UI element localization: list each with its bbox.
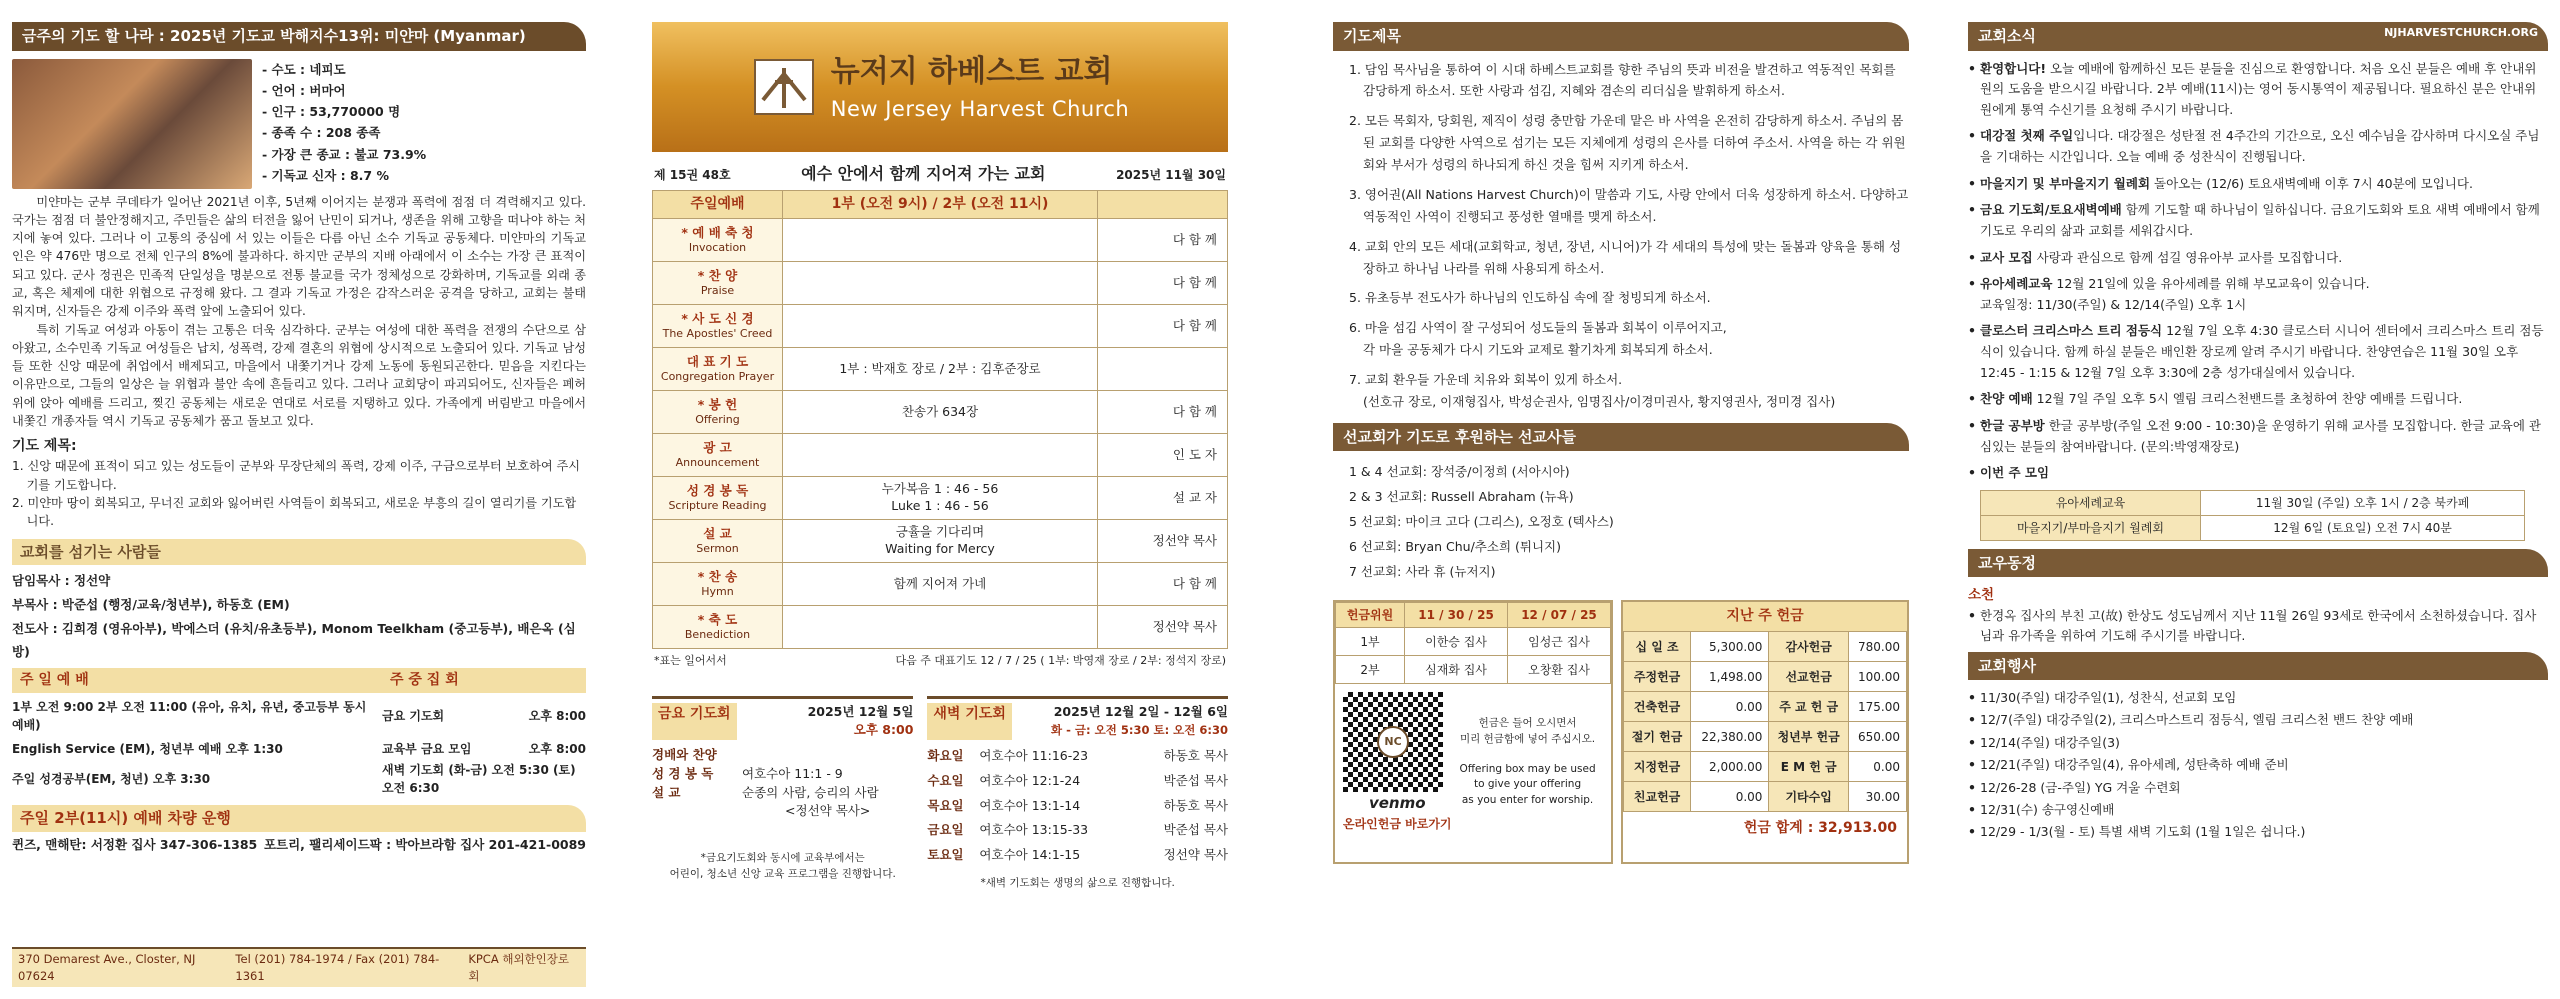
order-item-en: Sermon bbox=[696, 541, 739, 555]
dawn-passage: 여호수아 13:1-14 bbox=[979, 797, 1081, 813]
schedule-row: 주일 성경공부(EM, 청년) 오후 3:30 새벽 기도회 (화-금) 오전 5:30 (토) 오전 6:30 bbox=[12, 763, 576, 796]
offering-label: 청년부 헌금 bbox=[1769, 722, 1848, 752]
venmo-block[interactable] bbox=[1343, 692, 1452, 833]
events-header: 교회행사 bbox=[1968, 652, 2548, 681]
event-item: • 12/21(주일) 대강주일(4), 유아세례, 성탄축하 예배 준비 bbox=[1968, 755, 2548, 774]
dawn-passage: 여호수아 13:15-33 bbox=[979, 822, 1089, 838]
missionaries-list bbox=[1333, 459, 1909, 584]
church-logo-icon bbox=[751, 54, 817, 120]
stand-note: *표는 일어서서 bbox=[654, 654, 727, 667]
associate-pastors: 부목사 : 박준섭 (행정/교육/청년부), 하동호 (EM) bbox=[12, 596, 290, 612]
member-news-header: 교우동정 bbox=[1968, 549, 2548, 578]
news-item bbox=[1968, 463, 2548, 484]
order-item-detail bbox=[783, 262, 1098, 305]
column-prayer-country bbox=[12, 22, 586, 987]
dawn-prayer bbox=[927, 696, 1228, 892]
offering-label: 친교헌금 bbox=[1624, 782, 1691, 812]
order-title: 주일예배 bbox=[653, 191, 783, 219]
missionaries-header: 선교회가 기도로 후원하는 선교사들 bbox=[1333, 423, 1909, 452]
offering-note bbox=[1460, 692, 1596, 833]
column-order-of-worship bbox=[652, 22, 1228, 987]
order-item-leader: 인 도 자 bbox=[1098, 434, 1228, 477]
dawn-day: 목요일 bbox=[927, 797, 964, 813]
dawn-leader: 정선약 목사 bbox=[1163, 847, 1228, 862]
friday-table: 경배와 찬양 성 경 봉 독 여호수아 11:1 - 9 설 교 순종의 사람, 승리의 사람 <정선약 목사> bbox=[652, 747, 879, 819]
online-offering bbox=[1335, 684, 1611, 841]
order-item-leader: 설 교 자 bbox=[1098, 477, 1228, 520]
order-item-kr: * 축 도 bbox=[697, 612, 738, 628]
event-item: • 12/14(주일) 대강주일(3) bbox=[1968, 733, 2548, 752]
order-item-detail: 함께 지어져 가네 bbox=[783, 563, 1098, 606]
order-rows bbox=[653, 219, 1228, 649]
prayer-request-item: 1. 담임 목사님을 통하여 이 시대 하베스트교회를 향한 주님의 뜻과 비전을 발견하고 역동적인 목회를 감당하게 하소서. 또한 사랑과 섬김, 지혜와 겸손의 리더십을 발휘하게 하소서. bbox=[1349, 61, 1896, 99]
event-item: • 12/26-28 (금-주일) YG 겨울 수련회 bbox=[1968, 778, 2548, 797]
order-item-leader: 다 함 께 bbox=[1098, 391, 1228, 434]
news-item-title: 찬양 예배 bbox=[1980, 391, 2033, 407]
offering-table bbox=[1623, 631, 1907, 812]
news-item-text: 12월 7일 주일 오후 5시 엘림 크리스천밴드를 초청하여 찬양 예배를 드립니다. bbox=[2032, 391, 2463, 407]
news-item-title: 클로스터 크리스마스 트리 점등식 bbox=[1980, 323, 2163, 339]
order-item-label bbox=[653, 563, 783, 606]
friday-time: 오후 8:00 bbox=[853, 722, 914, 738]
order-row bbox=[653, 520, 1228, 563]
fact-religion: - 가장 큰 종교 : 불교 73.9% bbox=[262, 146, 427, 162]
offering-amount: 0.00 bbox=[1848, 752, 1906, 782]
friday-note: *금요기도회와 동시에 교육부에서는 어린이, 청소년 신앙 교육 프로그램을 진행합니다. bbox=[669, 852, 896, 880]
church-name bbox=[831, 49, 1130, 126]
event-item: • 12/29 - 1/3(월 - 토) 특별 새벽 기도회 (1월 1일은 쉽니다.) bbox=[1968, 822, 2548, 841]
country-intro bbox=[12, 59, 586, 189]
prayer-meetings bbox=[652, 696, 1228, 892]
passing-subtitle: 소천 bbox=[1968, 587, 1995, 604]
servers-header: 교회를 섬기는 사람들 bbox=[12, 539, 586, 566]
news-item-title: 금요 기도회/토요새벽예배 bbox=[1980, 202, 2122, 218]
van-header: 주일 2부(11시) 예배 차량 운행 bbox=[12, 805, 586, 832]
offering-amount: 175.00 bbox=[1848, 692, 1906, 722]
news-item-text: 돌아오는 (12/6) 토요새벽예배 이후 7시 40분에 모입니다. bbox=[2150, 175, 2473, 191]
meetings-table: 유아세례교육 11월 30일 (주일) 오후 1시 / 2층 북카페 마을지기/부마을지기 월례회 12월 6일 (토요일) 오전 7시 40분 bbox=[1980, 490, 2525, 541]
order-item-kr: 성 경 봉 독 bbox=[686, 483, 749, 499]
dawn-row bbox=[927, 843, 1228, 868]
prayer-request-item: 7. 교회 환우들 가운데 치유와 회복이 있게 하소서. (선호규 장로, 이재형집사, 박성순권사, 임명집사/이경미권사, 황지영권사, 정미경 집사) bbox=[1349, 372, 1836, 409]
offering-committee-table: 헌금위원 11 / 30 / 25 12 / 07 / 25 1부 이한승 집사 임성근 집사 2부 심재화 집사 오창환 집사 bbox=[1335, 602, 1611, 684]
offering-row bbox=[1624, 662, 1907, 692]
van-info bbox=[12, 836, 586, 855]
motto: 예수 안에서 함께 지어져 가는 교회 bbox=[801, 164, 1046, 183]
order-item-detail: 누가복음 1 : 46 - 56 Luke 1 : 46 - 56 bbox=[783, 477, 1098, 520]
last-week-offering bbox=[1621, 600, 1909, 864]
evangelists: 전도사 : 김희경 (영유아부), 박에스더 (유치/유초등부), Monom Teelkham (중고등부), 배은옥 (심방) bbox=[12, 620, 576, 660]
order-item-kr: * 예 배 축 청 bbox=[681, 225, 754, 241]
offering-row bbox=[1624, 722, 1907, 752]
order-row bbox=[653, 219, 1228, 262]
friday-title: 금요 기도회 bbox=[652, 703, 737, 741]
van-queens: 퀸즈, 맨해탄: 서정환 집사 347-306-1385 bbox=[12, 836, 258, 852]
order-item-label bbox=[653, 305, 783, 348]
offering-amount: 0.00 bbox=[1691, 692, 1769, 722]
worship-schedule-header bbox=[12, 668, 586, 693]
order-item-leader bbox=[1098, 348, 1228, 391]
offering-row bbox=[1624, 782, 1907, 812]
order-item-detail: 1부 : 박재호 장로 / 2부 : 김후준장로 bbox=[783, 348, 1098, 391]
event-item: • 12/31(수) 송구영신예배 bbox=[1968, 800, 2548, 819]
fact-christians: - 기독교 신자 : 8.7 % bbox=[262, 167, 389, 183]
last-week-title: 지난 주 헌금 bbox=[1623, 602, 1907, 631]
offering-amount: 100.00 bbox=[1848, 662, 1906, 692]
offering-label: 주 교 헌 금 bbox=[1769, 692, 1848, 722]
dawn-day: 금요일 bbox=[927, 822, 964, 838]
news-item-text: 사랑과 관심으로 함께 섬길 영유아부 교사를 모집합니다. bbox=[2032, 249, 2343, 265]
order-item-kr: * 찬 송 bbox=[697, 569, 738, 585]
offering-total: 헌금 합계 : 32,913.00 bbox=[1743, 820, 1897, 837]
offering-row bbox=[1624, 692, 1907, 722]
offering-label: 십 일 조 bbox=[1624, 632, 1691, 662]
order-item-label bbox=[653, 520, 783, 563]
event-item: • 12/7(주일) 대강주일(2), 크리스마스트리 점등식, 엘림 크리스천 밴드 찬양 예배 bbox=[1968, 710, 2548, 729]
sunday-worship-title: 주 일 예 배 bbox=[20, 672, 89, 689]
order-item-label bbox=[653, 434, 783, 477]
order-row bbox=[653, 348, 1228, 391]
order-of-worship-table bbox=[652, 190, 1228, 649]
events-list bbox=[1968, 688, 2548, 842]
order-item-kr: 광 고 bbox=[703, 440, 732, 456]
website[interactable]: NJHARVESTCHURCH.ORG bbox=[2384, 26, 2538, 39]
order-item-leader: 다 함 께 bbox=[1098, 219, 1228, 262]
country-body-2: 특히 기독교 여성과 아동이 겪는 고통은 더욱 심각하다. 군부는 여성에 대한 폭력을 전쟁의 수단으로 삼아왔고, 소수민족 기독교 여성들은 납치, 성폭력, 강제 결혼의 위협에 상시적으로 노출되어 있다. 기독교 남성들 또한 신앙 때문에 취업에서 배제되고, 마을에서 내쫓기거나 강제 노동에 동원되곤한다. 믿음을 지킨다는 이유만으로, 그들의 일상은 늘 위협과 불안 속에 흔들리고 있다. 그러나 교회당이 파괴되어도, 신자들은 폐허 위에 앉아 예배를 드리고, 찢긴 공동체는 새로운 연대로 서로를 지탱하고 있다. 가족에게 버림받고 마을에서 내쫓긴 개종자들 역시 기독교 공동체가 품고 돌보고 있다. bbox=[12, 322, 586, 429]
news-title: 교회소식 bbox=[1978, 27, 2036, 45]
dawn-header bbox=[927, 703, 1228, 741]
prayer-request-item: 3. 영어권(All Nations Harvest Church)이 말씀과 기도, 사랑 안에서 더욱 성장하게 하소서. 다양하고 역동적인 사역이 진행되고 풍성한 열매를 맺게 하소서. bbox=[1349, 186, 1909, 224]
order-item-label bbox=[653, 348, 783, 391]
order-item-en: Invocation bbox=[688, 240, 747, 254]
qr-code-icon[interactable]: NC bbox=[1343, 692, 1443, 792]
order-row bbox=[653, 563, 1228, 606]
prayer-request-item: 4. 교회 안의 모든 세대(교회학교, 청년, 장년, 시니어)가 각 세대의 특성에 맞는 돌봄과 양육을 통해 성장하고 하나님 나라를 위해 사용되게 하소서. bbox=[1349, 238, 1902, 276]
order-notes bbox=[652, 649, 1228, 674]
offering-amount: 2,000.00 bbox=[1691, 752, 1769, 782]
prayer-item: 2. 미얀마 땅이 회복되고, 무너진 교회와 잃어버린 사역들이 회복되고, 새로운 부흥의 길이 열리기를 기도합니다. bbox=[12, 495, 577, 529]
church-banner bbox=[652, 22, 1228, 152]
dawn-leader: 하동호 목사 bbox=[1163, 797, 1228, 813]
order-item-kr: * 사 도 신 경 bbox=[681, 311, 754, 327]
dawn-day: 화요일 bbox=[927, 748, 964, 763]
order-row bbox=[653, 305, 1228, 348]
van-fortlee: 포트리, 팰리세이드팍 : 박아브라함 집사 201-421-0089 bbox=[263, 836, 586, 852]
order-row bbox=[653, 391, 1228, 434]
order-time: 1부 (오전 9시) / 2부 (오전 11시) bbox=[783, 191, 1098, 219]
order-item-label bbox=[653, 262, 783, 305]
order-row bbox=[653, 262, 1228, 305]
order-item-leader: 정선약 목사 bbox=[1098, 520, 1228, 563]
news-item-title: 교사 모집 bbox=[1980, 249, 2033, 265]
dawn-row bbox=[927, 744, 1228, 769]
order-row bbox=[653, 477, 1228, 520]
news-item bbox=[1968, 321, 2548, 383]
dawn-passage: 여호수아 11:16-23 bbox=[979, 748, 1089, 763]
news-item-title: 유아세례교육 bbox=[1980, 276, 2053, 292]
prayer-title: 기도 제목: bbox=[12, 438, 77, 455]
news-list bbox=[1968, 59, 2548, 484]
news-item-title: 환영합니다! bbox=[1980, 60, 2047, 76]
offering-row bbox=[1624, 632, 1907, 662]
order-item-detail bbox=[783, 305, 1098, 348]
order-item-en: Announcement bbox=[675, 455, 760, 469]
column-church-news bbox=[1968, 22, 2548, 987]
order-item-detail: 긍휼을 기다리며 Waiting for Mercy bbox=[783, 520, 1098, 563]
order-item-kr: * 봉 헌 bbox=[697, 397, 738, 413]
order-item-kr: * 찬 양 bbox=[697, 268, 738, 284]
offering-note-en: Offering box may be used to give your offering as you enter for worship. bbox=[1459, 762, 1596, 807]
news-item bbox=[1968, 174, 2548, 195]
offering-committee bbox=[1333, 600, 1613, 864]
order-item-leader: 다 함 께 bbox=[1098, 262, 1228, 305]
offering-label: 지정헌금 bbox=[1624, 752, 1691, 782]
country-header: 금주의 기도 할 나라 : 2025년 기도교 박해지수13위: 미얀마 (Myanmar) bbox=[12, 22, 586, 51]
friday-prayer bbox=[652, 696, 913, 892]
church-name-en: New Jersey Harvest Church bbox=[830, 96, 1130, 121]
order-item-detail bbox=[783, 219, 1098, 262]
friday-header bbox=[652, 703, 913, 741]
dawn-note: *새벽 기도회는 생명의 삶으로 진행합니다. bbox=[980, 876, 1175, 889]
order-item-label bbox=[653, 477, 783, 520]
next-prayer-note: 다음 주 대표기도 12 / 7 / 25 ( 1부: 박영재 장로 / 2부: 정석지 장로) bbox=[895, 654, 1226, 667]
offering-area bbox=[1333, 600, 1909, 864]
order-item-kr: 설 교 bbox=[703, 526, 732, 542]
news-item bbox=[1968, 126, 2548, 167]
column-prayer-requests bbox=[1333, 22, 1909, 987]
offering-label: 기타수입 bbox=[1769, 782, 1848, 812]
senior-pastor: 담임목사 : 정선약 bbox=[12, 573, 111, 589]
offering-label: E M 헌 금 bbox=[1769, 752, 1848, 782]
order-item-en: Offering bbox=[695, 412, 740, 426]
offering-amount: 30.00 bbox=[1848, 782, 1906, 812]
footer bbox=[12, 947, 586, 988]
offering-amount: 22,380.00 bbox=[1691, 722, 1769, 752]
news-item-title: 마을지기 및 부마을지기 월례회 bbox=[1980, 175, 2151, 191]
offering-label: 절기 헌금 bbox=[1624, 722, 1691, 752]
fact-language: - 언어 : 버마어 bbox=[262, 82, 346, 98]
news-item bbox=[1968, 248, 2548, 269]
order-item-en: The Apostles' Creed bbox=[662, 326, 773, 340]
order-item-en: Hymn bbox=[701, 584, 734, 598]
order-item-label bbox=[653, 219, 783, 262]
dawn-row bbox=[927, 818, 1228, 843]
dawn-passage: 여호수아 12:1-24 bbox=[979, 772, 1081, 788]
news-item-title: 대강절 첫째 주일 bbox=[1980, 128, 2074, 144]
worship-schedule-table bbox=[12, 695, 586, 797]
order-item-en: Scripture Reading bbox=[668, 498, 767, 512]
order-item-leader: 다 함 께 bbox=[1098, 563, 1228, 606]
dawn-time: 화 - 금: 오전 5:30 토: 오전 6:30 bbox=[1051, 723, 1228, 738]
order-item-label bbox=[653, 391, 783, 434]
missionary-item: 1 & 4 선교회: 장석중/이정희 (서아시아) bbox=[1349, 464, 1570, 480]
news-item-title: 한글 공부방 bbox=[1980, 417, 2045, 433]
order-item-detail bbox=[783, 606, 1098, 649]
offering-amount: 780.00 bbox=[1848, 632, 1906, 662]
prayer-item: 1. 신앙 때문에 표적이 되고 있는 성도들이 군부와 무장단체의 폭력, 강제 이주, 구금으로부터 보호하여 주시기를 기도합니다. bbox=[12, 459, 581, 492]
missionary-item: 2 & 3 선교회: Russell Abraham (뉴욕) bbox=[1349, 489, 1574, 505]
news-item bbox=[1968, 59, 2548, 121]
offering-row bbox=[1624, 752, 1907, 782]
order-item-en: Benediction bbox=[684, 627, 751, 641]
dawn-passage: 여호수아 14:1-15 bbox=[979, 847, 1081, 862]
prayer-request-item: 5. 유초등부 전도사가 하나님의 인도하심 속에 잘 청빙되게 하소서. bbox=[1349, 290, 1711, 306]
news-item-text: 오늘 예배에 함께하신 모든 분들을 진심으로 환영합니다. 처음 오신 분들은 예배 후 안내위원의 도움을 받으시길 바랍니다. 2부 예배(11시)는 영어 동시통역이 제공됩니다. 필요하신 분은 안내위원에게 통역 수신기를 요청해 주시기 바랍니다. bbox=[1980, 60, 2537, 117]
church-name-kr: 뉴저지 하베스트 교회 bbox=[830, 53, 1113, 89]
order-item-en: Praise bbox=[700, 283, 735, 297]
issue-number: 제 15권 48호 bbox=[654, 168, 731, 182]
missionary-item: 5 선교회: 마이크 고다 (그리스), 오정호 (텍사스) bbox=[1349, 514, 1614, 530]
missionary-item: 7 선교회: 사라 휴 (뉴저지) bbox=[1349, 564, 1496, 580]
dawn-day: 수요일 bbox=[927, 772, 964, 788]
order-item-label bbox=[653, 606, 783, 649]
servers-list bbox=[12, 569, 586, 664]
dawn-row bbox=[927, 769, 1228, 794]
dawn-date: 2025년 12월 2일 - 12월 6일 bbox=[1053, 703, 1228, 719]
prayer-request-item: 2. 모든 목회자, 당회원, 제직이 성령 충만함 가운데 맡은 바 사역을 온전히 감당하게 하소서. 주님의 몸 된 교회를 다양한 사역으로 섬기는 모든 지체에게 성령의 은사를 더하여 주소서. 사역을 하는 각 위원회와 부서가 성령의 하나되게 하신 것을 힘써 지키게 하소서. bbox=[1349, 113, 1906, 172]
news-item-text: 한글 공부방(주일 오전 9:00 - 10:30)을 운영하기 위해 교사를 모집합니다. 한글 교육에 관심있는 분들의 참여바랍니다. (문의:박영재장로) bbox=[1980, 417, 2541, 454]
offering-label: 주정헌금 bbox=[1624, 662, 1691, 692]
fact-ethnic-groups: - 종족 수 : 208 종족 bbox=[262, 125, 381, 141]
order-row bbox=[653, 606, 1228, 649]
dawn-day: 토요일 bbox=[927, 847, 964, 862]
order-item-detail bbox=[783, 434, 1098, 477]
issue-line bbox=[652, 152, 1228, 190]
dawn-datetime bbox=[1051, 703, 1228, 741]
offering-label: 건축헌금 bbox=[1624, 692, 1691, 722]
order-item-kr: 대 표 기 도 bbox=[686, 354, 749, 370]
prayer-request-item: 6. 마을 섬김 사역이 잘 구성되어 성도들의 돌봄과 회복이 이루어지고, 각 마을 공동체가 다시 기도와 교제로 활기차게 회복되게 하소서. bbox=[1349, 320, 1727, 358]
dawn-table bbox=[927, 744, 1228, 868]
footer-kpca: KPCA 해외한인장로회 bbox=[468, 951, 569, 983]
passing-list bbox=[1968, 606, 2548, 646]
news-item-text: 입니다. 대강절은 성탄절 전 4주간의 기간으로, 오신 예수님을 감사하며 다시오실 주님을 기대하는 시간입니다. 오늘 예배 중 성찬식이 진행됩니다. bbox=[1980, 128, 2540, 164]
country-facts bbox=[262, 59, 426, 189]
news-item-title: 이번 주 모임 bbox=[1980, 465, 2050, 481]
online-offering-link[interactable]: 온라인헌금 바로가기 bbox=[1343, 816, 1452, 831]
dawn-leader: 박준섭 목사 bbox=[1163, 822, 1228, 838]
dawn-title: 새벽 기도회 bbox=[927, 703, 1012, 741]
order-item-leader: 다 함 께 bbox=[1098, 305, 1228, 348]
offering-amount: 650.00 bbox=[1848, 722, 1906, 752]
offering-amount: 1,498.00 bbox=[1691, 662, 1769, 692]
fact-capital: - 수도 : 네피도 bbox=[262, 61, 346, 77]
footer-address: 370 Demarest Ave., Closter, NJ 07624 bbox=[18, 951, 196, 983]
news-item-text: 함께 기도할 때 하나님이 일하십니다. 금요기도회와 토요 새벽 예배에서 함께 기도로 우리의 삶과 교회를 세워갑시다. bbox=[1980, 202, 2540, 238]
dawn-row bbox=[927, 794, 1228, 819]
news-item-text: 12월 21일에 있을 유아세례를 위해 부모교육이 있습니다. 교육일정: 11/30(주일) & 12/14(주일) 오후 1시 bbox=[1980, 276, 2370, 312]
event-item: • 11/30(주일) 대강주일(1), 성찬식, 선교회 모임 bbox=[1968, 688, 2548, 707]
offering-label: 선교헌금 bbox=[1769, 662, 1848, 692]
news-item bbox=[1968, 200, 2548, 241]
weekly-meeting-title: 주 중 집 회 bbox=[390, 672, 459, 689]
children-photo bbox=[12, 59, 252, 189]
news-item-text: 12월 7일 오후 4:30 클로스터 시니어 센터에서 크리스마스 트리 점등식이 있습니다. 함께 하실 분들은 배인환 장로께 알려 주시기 바랍니다. 찬양연습은 11월 30일 오후 12:45 - 1:15 & 12월 7일 오후 3:30에 2층 성가대실에서 있습니다. bbox=[1980, 323, 2544, 380]
offering-amount: 5,300.00 bbox=[1691, 632, 1769, 662]
missionary-item: 6 선교회: Bryan Chu/추소희 (튀니지) bbox=[1349, 539, 1561, 555]
offering-amount: 0.00 bbox=[1691, 782, 1769, 812]
offering-label: 감사헌금 bbox=[1769, 632, 1848, 662]
passing-item: • 한경옥 집사의 부친 고(故) 한상도 성도님께서 지난 11월 26일 93세로 한국에서 소천하셨습니다. 집사님과 유가족을 위하여 기도해 주시기를 바랍니다. bbox=[1968, 606, 2548, 646]
news-item bbox=[1968, 389, 2548, 410]
order-item-en: Congregation Prayer bbox=[660, 369, 775, 383]
prayer-requests-header: 기도제목 bbox=[1333, 22, 1909, 51]
footer-phone: Tel (201) 784-1974 / Fax (201) 784-1361 bbox=[235, 951, 440, 983]
dawn-leader: 하동호 목사 bbox=[1163, 748, 1228, 763]
news-item bbox=[1968, 274, 2548, 315]
schedule-row: English Service (EM), 청년부 예배 오후 1:30 교육부 금요 모임 오후 8:00 bbox=[12, 742, 586, 757]
order-header-row bbox=[653, 191, 1228, 219]
order-item-detail: 찬송가 634장 bbox=[783, 391, 1098, 434]
dawn-leader: 박준섭 목사 bbox=[1163, 772, 1228, 788]
order-item-leader: 정선약 목사 bbox=[1098, 606, 1228, 649]
bulletin-date: 2025년 11월 30일 bbox=[1116, 168, 1226, 182]
venmo-label: venmo bbox=[1368, 794, 1426, 813]
friday-datetime bbox=[808, 703, 914, 741]
news-header bbox=[1968, 22, 2548, 51]
order-row bbox=[653, 434, 1228, 477]
schedule-row: 1부 오전 9:00 2부 오전 11:00 (유아, 유치, 유년, 중고등부 동시 예배) 금요 기도회 오후 8:00 bbox=[12, 700, 586, 733]
prayer-requests-list bbox=[1333, 59, 1909, 413]
offering-note-kr: 헌금은 들어 오시면서 미리 헌금함에 넣어 주십시오. bbox=[1460, 717, 1596, 745]
friday-date: 2025년 12월 5일 bbox=[807, 703, 914, 719]
fact-population: - 인구 : 53,770000 명 bbox=[262, 104, 401, 119]
country-body-1: 미얀마는 군부 쿠데타가 일어난 2021년 이후, 5년째 이어지는 분쟁과 폭력에 점점 더 격력해지고 있다. 국가는 점점 더 불안정해지고, 주민들은 삶의 터전을 잃어 난민이 되거나, 생존을 위해 고향을 떠나야 하는 처지에 놓여 있다. 그러나 이 고통의 중심에 서 있는 이들은 다름 아닌 소수 기독교 공동체다. 미얀마의 기독교인은 약 476만 명으로 전체 인구의 8%에 불과하다. 하지만 군부의 지배 아래에서 이 소수는 가장 큰 표적이 되고 있다. 군사 정권은 민족적 단일성을 명분으로 전통 불교를 국가 정체성으로 강화하며, 기독교를 외래 종교, 혹은 체제에 대한 위협으로 규정해 왔다. 그 결과 기독교 가정은 감작스러운 공격을 당하고, 교회는 불태워지며, 신자들은 강제 이주와 폭력 앞에 노출되어 있다. bbox=[12, 194, 586, 319]
news-item bbox=[1968, 416, 2548, 457]
